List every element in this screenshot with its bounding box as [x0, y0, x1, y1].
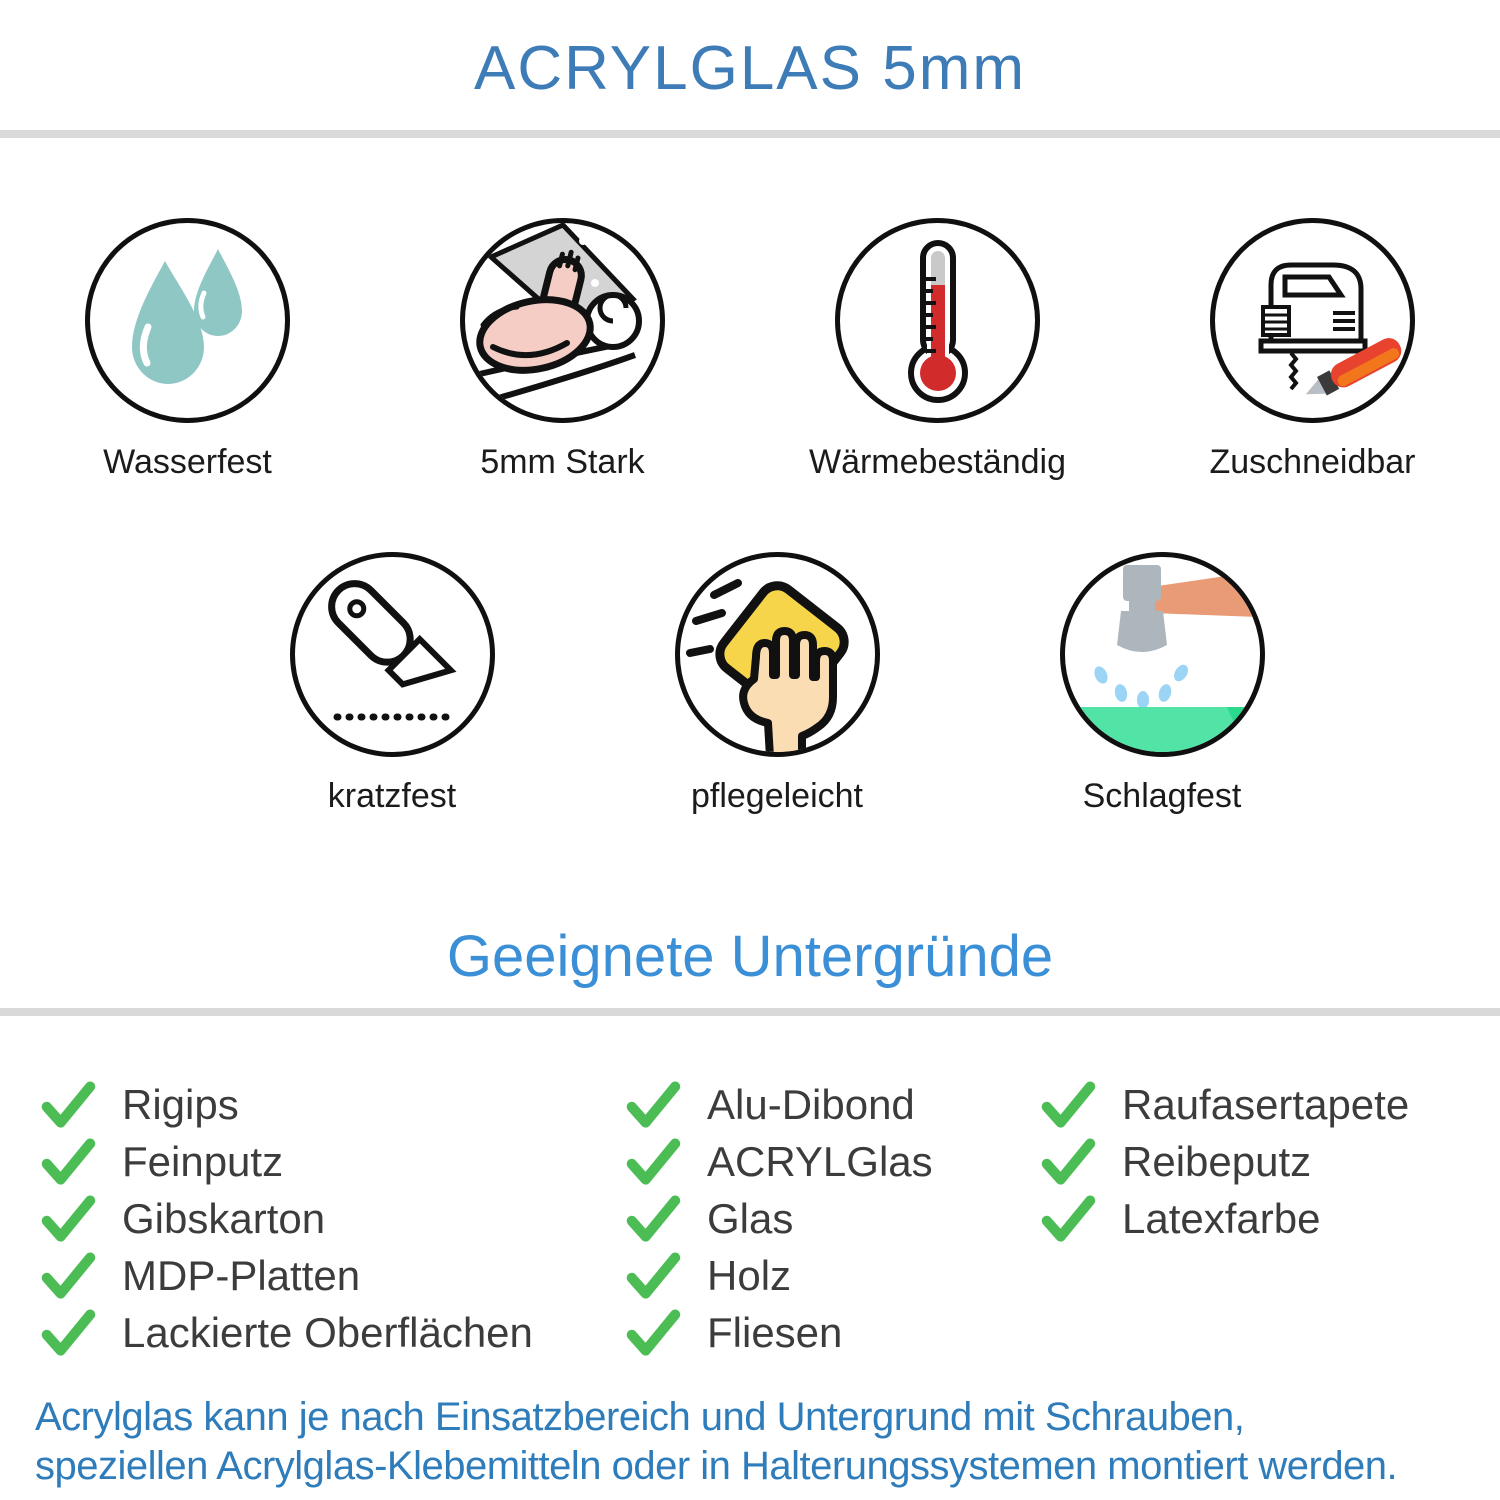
feature-label: Wasserfest	[103, 443, 272, 481]
check-icon	[1040, 1081, 1096, 1129]
water-drops-icon	[90, 223, 285, 418]
surface-item	[625, 1076, 1040, 1133]
check-icon	[40, 1138, 96, 1186]
feature-item-waermebestaendig	[750, 218, 1125, 482]
check-icon	[40, 1195, 96, 1243]
surfaces-column-3	[1040, 1076, 1500, 1361]
page-title: ACRYLGLAS 5mm	[473, 34, 1027, 103]
check-icon	[625, 1252, 681, 1300]
check-icon	[625, 1309, 681, 1357]
check-icon	[40, 1081, 96, 1129]
surface-label: Lackierte Oberflächen	[122, 1308, 533, 1356]
surface-item	[1040, 1190, 1500, 1247]
surfaces-column-1	[40, 1076, 625, 1361]
feature-circle	[1060, 552, 1265, 757]
surfaces-list	[0, 1076, 1500, 1361]
features-row-1	[0, 218, 1500, 482]
feature-label: pflegeleicht	[690, 777, 863, 815]
surface-label: MDP-Platten	[122, 1251, 361, 1299]
surface-label: Gibskarton	[122, 1194, 326, 1242]
surface-item	[625, 1133, 1040, 1190]
feature-item-zuschneidbar	[1125, 218, 1500, 482]
feature-circle	[1210, 218, 1415, 423]
features-row-2	[0, 552, 1500, 816]
feature-item-pflegeleicht	[672, 552, 882, 816]
feature-label: Schlagfest	[1082, 777, 1242, 815]
section-title: Geeignete Untergründe	[446, 924, 1054, 989]
feature-circle	[675, 552, 880, 757]
feature-item-schlagfest	[1057, 552, 1267, 816]
surface-label: Latexfarbe	[1122, 1194, 1321, 1242]
surface-item	[40, 1304, 625, 1361]
feature-item-kratzfest	[287, 552, 497, 816]
feature-circle	[835, 218, 1040, 423]
feature-label: Zuschneidbar	[1209, 443, 1416, 481]
surface-item	[1040, 1133, 1500, 1190]
feature-circle	[460, 218, 665, 423]
jigsaw-cutter-icon	[1215, 223, 1410, 418]
surfaces-column-2	[625, 1076, 1040, 1361]
feature-item-5mm-stark	[375, 218, 750, 482]
check-icon	[625, 1138, 681, 1186]
surface-label: ACRYLGlas	[707, 1137, 933, 1185]
surface-label: Glas	[707, 1194, 794, 1242]
mounting-note-line1: Acrylglas kann je nach Einsatzbereich und Untergrund mit Schrauben,	[35, 1395, 1245, 1439]
check-icon	[625, 1195, 681, 1243]
thermometer-icon	[840, 223, 1035, 418]
surface-item	[1040, 1076, 1500, 1133]
surface-label: Holz	[707, 1251, 792, 1299]
surface-item	[40, 1190, 625, 1247]
muscle-arm-icon	[465, 223, 660, 418]
surface-item	[40, 1133, 625, 1190]
check-icon	[625, 1081, 681, 1129]
surface-label: Feinputz	[122, 1137, 284, 1185]
divider-bar-top	[0, 130, 1500, 138]
surface-item	[625, 1190, 1040, 1247]
surface-label: Raufasertapete	[1122, 1080, 1410, 1128]
mounting-note	[0, 1393, 1500, 1491]
mounting-note-line2: speziellen Acrylglas-Klebemitteln oder in Halterungssystemen montiert werden.	[35, 1443, 1398, 1488]
surface-item	[40, 1247, 625, 1304]
feature-circle	[290, 552, 495, 757]
feature-label: kratzfest	[327, 777, 457, 815]
surface-label: Alu-Dibond	[707, 1080, 915, 1128]
surface-item	[625, 1304, 1040, 1361]
check-icon	[40, 1252, 96, 1300]
surface-label: Rigips	[122, 1080, 239, 1128]
utility-knife-icon	[295, 557, 490, 752]
feature-item-wasserfest	[0, 218, 375, 482]
check-icon	[40, 1309, 96, 1357]
feature-circle	[85, 218, 290, 423]
feature-label: Wärmebeständig	[808, 443, 1066, 481]
surface-item	[625, 1247, 1040, 1304]
check-icon	[1040, 1138, 1096, 1186]
check-icon	[1040, 1195, 1096, 1243]
cleaning-hand-icon	[680, 557, 875, 752]
hammer-impact-icon	[1065, 557, 1260, 752]
divider-bar-middle	[0, 1008, 1500, 1016]
surface-item	[40, 1076, 625, 1133]
surface-label: Fliesen	[707, 1308, 843, 1356]
surface-label: Reibeputz	[1122, 1137, 1312, 1185]
feature-label: 5mm Stark	[480, 443, 645, 481]
